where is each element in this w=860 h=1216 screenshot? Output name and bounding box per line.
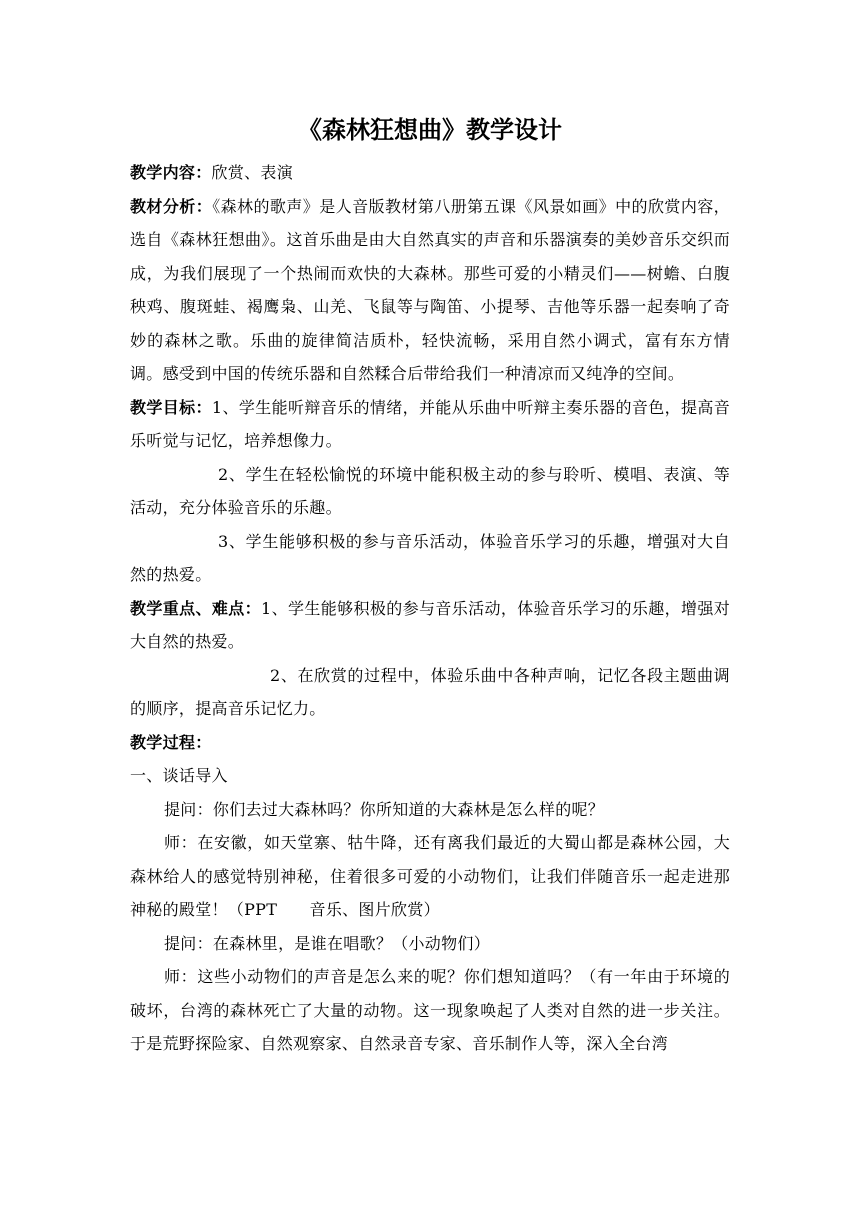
document-page: [130, 110, 730, 1061]
teaching-content-text: 欣赏、表演: [211, 163, 294, 182]
document-title: 《森林狂想曲》教学设计: [298, 115, 562, 144]
process-teacher-1: 师：在安徽，如天堂寨、牯牛降，还有离我们最近的大蜀山都是森林公园，大森林给人的感觉特别神秘，住着很多可爱的小动物们，让我们伴随音乐一起走进那神秘的殿堂！（PPT 音乐、图片欣赏）: [130, 833, 730, 919]
teaching-goal-2: 2、学生在轻松愉悦的环境中能积极主动的参与聆听、模唱、表演、等活动，充分体验音乐的乐趣。: [130, 464, 730, 517]
material-analysis: [130, 190, 730, 391]
key-point-1: [130, 592, 730, 659]
section-heading-1: 一、谈话导入: [130, 766, 228, 785]
material-analysis-text: 《森林的歌声》是人音版教材第八册第五课《风景如画》中的欣赏内容，选自《森林狂想曲》。这首乐曲是由大自然真实的声音和乐器演奏的美妙音乐交织而成，为我们展现了一个热闹而欢快的大森林。那些可爱的小精灵们——树蟾、白腹秧鸡、腹斑蛙、褐鹰枭、山羌、飞鼠等与陶笛、小提琴、吉他等乐器一起奏响了奇妙的森林之歌。乐曲的旋律简洁质朴，轻快流畅，采用自然小调式，富有东方情调。感受到中国的传统乐器和自然糅合后带给我们一种清凉而又纯净的空间。: [130, 196, 730, 383]
teaching-content-label: 教学内容：: [130, 163, 212, 182]
key-point-2: 2、在欣赏的过程中，体验乐曲中各种声响，记忆各段主题曲调的顺序，提高音乐记忆力。: [130, 665, 730, 718]
material-analysis-label: 教材分析：: [130, 196, 213, 216]
process-label: 教学过程：: [130, 732, 212, 752]
key-points-label: 教学重点、难点：: [130, 598, 262, 618]
teaching-content: [130, 156, 730, 190]
key-point-1-text: 1、学生能够积极的参与音乐活动，体验音乐学习的乐趣，增强对大自然的热爱。: [130, 598, 730, 651]
teaching-goals-label: 教学目标：: [130, 397, 212, 417]
teaching-goal-1-text: 1、学生能听辩音乐的情绪，并能从乐曲中听辩主奏乐器的音色，提高音乐听觉与记忆，培养想像力。: [130, 397, 730, 450]
process-question-2: 提问：在森林里，是谁在唱歌？（小动物们）: [164, 933, 491, 953]
teaching-goal-3: 3、学生能够积极的参与音乐活动，体验音乐学习的乐趣，增强对大自然的热爱。: [130, 531, 730, 584]
teaching-goal-1: [130, 391, 730, 458]
process-teacher-2: 师：这些小动物们的声音是怎么来的呢？你们想知道吗？（有一年由于环境的破坏，台湾的森林死亡了大量的动物。这一现象唤起了人类对自然的进一步关注。于是荒野探险家、自然观察家、自然录音专家、音乐制作人等，深入全台湾: [130, 967, 730, 1053]
process-question-1: 提问：你们去过大森林吗？你所知道的大森林是怎么样的呢？: [164, 799, 605, 819]
